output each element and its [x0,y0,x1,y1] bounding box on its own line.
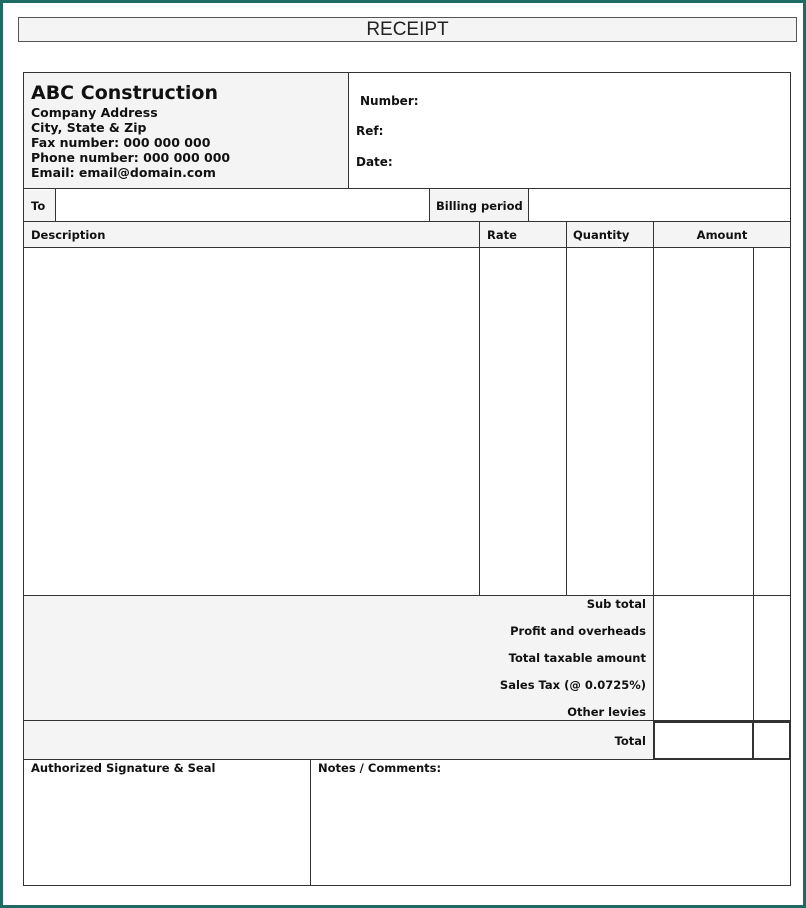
notes-label: Notes / Comments: [318,761,442,775]
document-title: RECEIPT [18,17,797,42]
company-email: Email: email@domain.com [31,165,216,180]
other-levies-field[interactable] [655,697,752,719]
notes-area[interactable] [312,778,789,884]
divider [23,595,791,596]
signature-area[interactable] [25,778,308,884]
divider [653,221,654,760]
date-label: Date: [356,155,393,169]
billing-period-field[interactable] [530,190,789,220]
quantity-header: Quantity [573,228,630,242]
taxable-amount-label: Total taxable amount [508,651,646,665]
divider [753,247,754,760]
divider [752,721,754,760]
total-label: Total [614,734,646,748]
divider [429,188,430,222]
date-field[interactable] [398,149,785,173]
total-amount-box[interactable] [653,721,791,760]
rate-header: Rate [487,228,517,242]
ref-label: Ref: [356,124,384,138]
ref-field[interactable] [390,118,785,142]
divider [23,247,791,248]
description-column-area[interactable] [25,249,478,594]
number-field[interactable] [425,88,785,112]
quantity-column-area[interactable] [568,249,652,594]
company-city-state-zip: City, State & Zip [31,120,147,135]
sales-tax-label: Sales Tax (@ 0.0725%) [499,678,646,692]
divider [23,221,791,222]
profit-overheads-field[interactable] [655,622,752,646]
company-fax: Fax number: 000 000 000 [31,135,211,150]
divider [348,72,349,189]
divider [528,188,529,222]
company-address: Company Address [31,105,158,120]
divider [23,188,791,189]
to-field[interactable] [57,190,427,220]
divider [479,221,480,596]
divider [310,759,311,886]
taxable-amount-field[interactable] [655,647,752,671]
divider [55,188,56,222]
signature-label: Authorized Signature & Seal [31,761,216,775]
number-label: Number: [360,94,419,108]
profit-overheads-label: Profit and overheads [510,624,646,638]
sales-tax-field[interactable] [655,672,752,696]
amount-header: Amount [696,228,748,242]
description-header: Description [31,228,106,242]
company-name: ABC Construction [31,82,218,104]
company-phone: Phone number: 000 000 000 [31,150,231,165]
sub-total-field[interactable] [655,597,752,621]
billing-period-label: Billing period [436,199,523,213]
amount-column-area[interactable] [655,249,752,594]
to-label: To [31,199,46,213]
sub-total-label: Sub total [586,597,646,611]
other-levies-label: Other levies [567,705,646,719]
rate-column-area[interactable] [481,249,565,594]
divider [566,221,567,596]
